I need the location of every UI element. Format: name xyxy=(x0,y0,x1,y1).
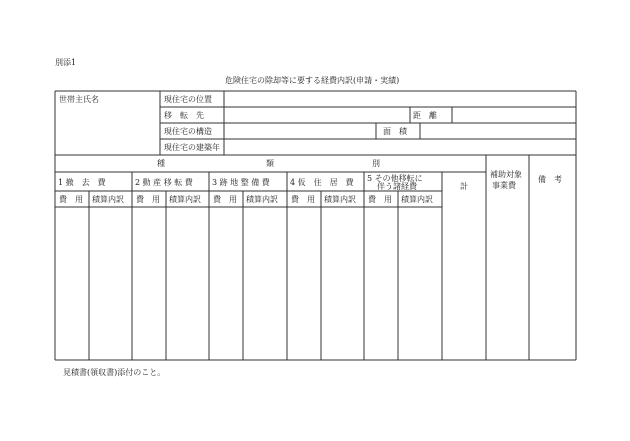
category-header-shu: 種 xyxy=(157,159,165,168)
current-build-year-label: 現住宅の建築年 xyxy=(164,143,220,152)
current-structure-label: 現住宅の構造 xyxy=(164,127,212,136)
cost-header-5: 費 用 xyxy=(368,195,392,204)
expense-category-temp-housing: 4 仮 住 居 費 xyxy=(290,178,354,187)
breakdown-header-3: 積算内訳 xyxy=(246,195,278,204)
distance-label: 距 離 xyxy=(413,111,437,120)
expense-category-site-prep: 3 跡 地 整 備 費 xyxy=(212,178,270,187)
expense-category-other: 5 その他移転に xyxy=(367,174,423,183)
breakdown-header-5: 積算内訳 xyxy=(401,195,433,204)
cost-header-3: 費 用 xyxy=(213,195,237,204)
expense-category-movables: 2 動 産 移 転 費 xyxy=(135,178,193,187)
expense-category-demolition: 1 撤 去 費 xyxy=(58,178,106,187)
subsidy-label-line2: 事業費 xyxy=(492,181,516,190)
cost-header-1: 費 用 xyxy=(59,195,83,204)
breakdown-header-2: 積算内訳 xyxy=(169,195,201,204)
current-location-label: 現住宅の位置 xyxy=(164,95,212,104)
floor-area-label: 面 積 xyxy=(383,127,407,136)
breakdown-header-1: 積算内訳 xyxy=(92,195,124,204)
subsidy-label-line1: 補助対象 xyxy=(490,170,522,179)
total-label: 計 xyxy=(460,182,468,191)
category-header-betsu: 別 xyxy=(372,159,380,168)
footnote: 見積書(領収書)添付のこと。 xyxy=(63,368,166,377)
category-header-rui: 類 xyxy=(266,159,274,168)
cost-header-2: 費 用 xyxy=(136,195,160,204)
attachment-label: 別添1 xyxy=(55,58,77,67)
household-head-label: 世帯主氏名 xyxy=(59,95,99,104)
form-title: 危険住宅の除却等に要する経費内訳(申請・実績) xyxy=(225,76,400,85)
remarks-label: 備 考 xyxy=(538,175,562,184)
cost-header-4: 費 用 xyxy=(291,195,315,204)
breakdown-header-4: 積算内訳 xyxy=(324,195,356,204)
relocation-destination-label: 移 転 先 xyxy=(164,111,204,120)
expense-category-other-line2: 伴う諸経費 xyxy=(377,182,417,191)
